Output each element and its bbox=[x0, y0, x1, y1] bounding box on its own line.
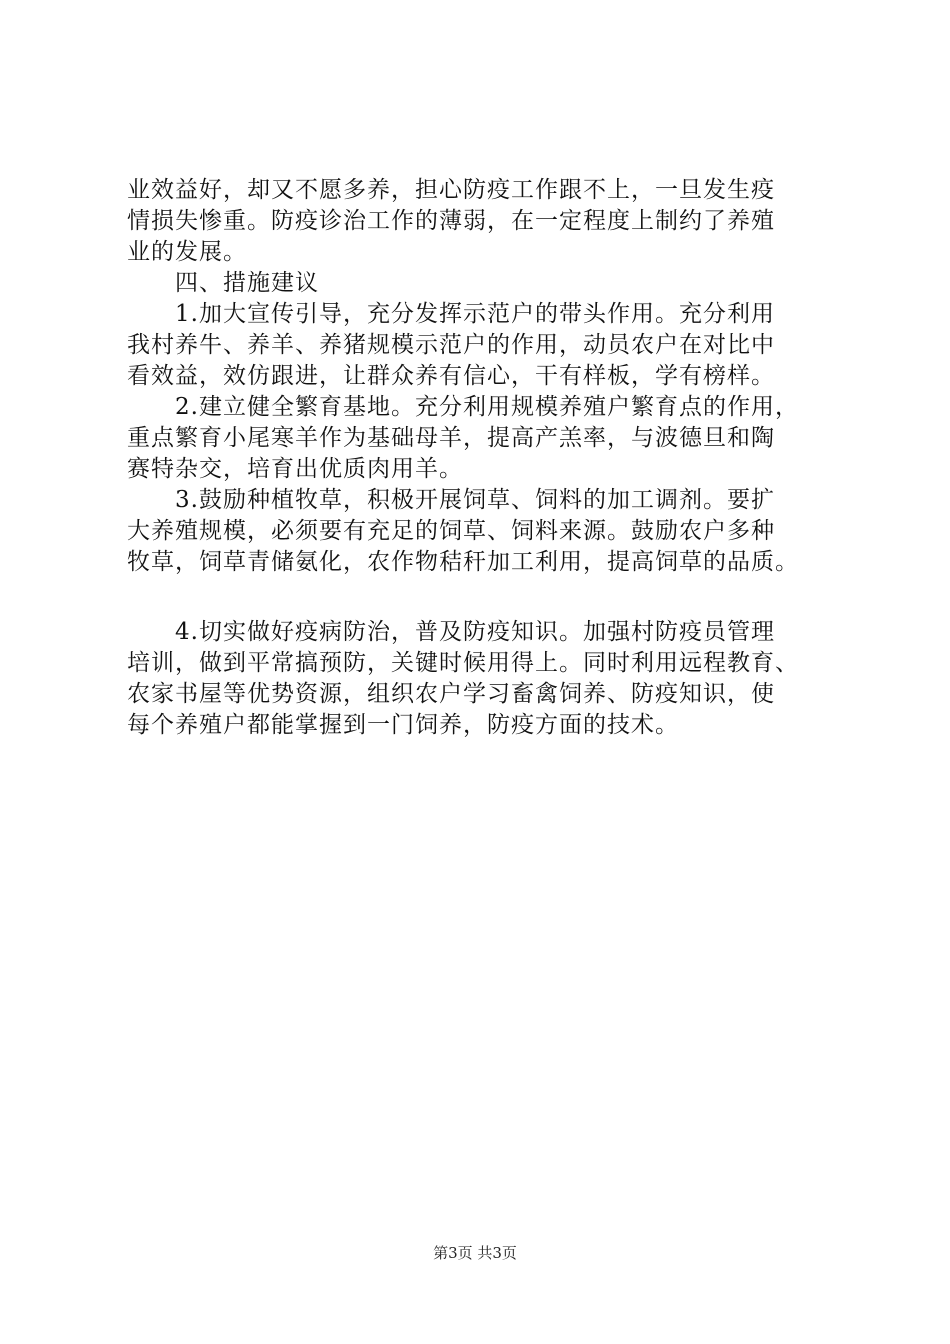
text-line: 情损失惨重。防疫诊治工作的薄弱，在一定程度上制约了养殖 bbox=[127, 208, 775, 234]
text-line: 大养殖规模，必须要有充足的饲草、饲料来源。鼓励农户多种 bbox=[127, 518, 775, 544]
text-line: 重点繁育小尾寒羊作为基础母羊，提高产羔率，与波德旦和陶 bbox=[127, 425, 775, 451]
paragraph-gap bbox=[127, 578, 847, 617]
text-line: 培训，做到平常搞预防，关键时候用得上。同时利用远程教育、 bbox=[127, 650, 799, 676]
document-body bbox=[127, 175, 847, 741]
text-line: 牧草，饲草青储氨化，农作物秸秆加工利用，提高饲草的品质。 bbox=[127, 549, 799, 575]
text-line: 农家书屋等优势资源，组织农户学习畜禽饲养、防疫知识，使 bbox=[127, 681, 775, 707]
text-line: 每个养殖户都能掌握到一门饲养，防疫方面的技术。 bbox=[127, 712, 679, 738]
text-line: 看效益，效仿跟进，让群众养有信心，干有样板，学有榜样。 bbox=[127, 363, 775, 389]
text-line: 我村养牛、养羊、养猪规模示范户的作用，动员农户在对比中 bbox=[127, 332, 775, 358]
text-line: 赛特杂交，培育出优质肉用羊。 bbox=[127, 456, 463, 482]
text-line: 4.切实做好疫病防治，普及防疫知识。加强村防疫员管理 bbox=[127, 619, 775, 645]
text-line: 3.鼓励种植牧草，积极开展饲草、饲料的加工调剂。要扩 bbox=[127, 487, 775, 513]
text-line: 业效益好，却又不愿多养，担心防疫工作跟不上，一旦发生疫 bbox=[127, 177, 775, 203]
page-footer: 第3页 共3页 bbox=[433, 1244, 517, 1262]
text-line: 业的发展。 bbox=[127, 239, 247, 265]
section-heading: 四、措施建议 bbox=[127, 270, 319, 296]
text-line: 1.加大宣传引导，充分发挥示范户的带头作用。充分利用 bbox=[127, 301, 775, 327]
text-line: 2.建立健全繁育基地。充分利用规模养殖户繁育点的作用， bbox=[127, 394, 799, 420]
